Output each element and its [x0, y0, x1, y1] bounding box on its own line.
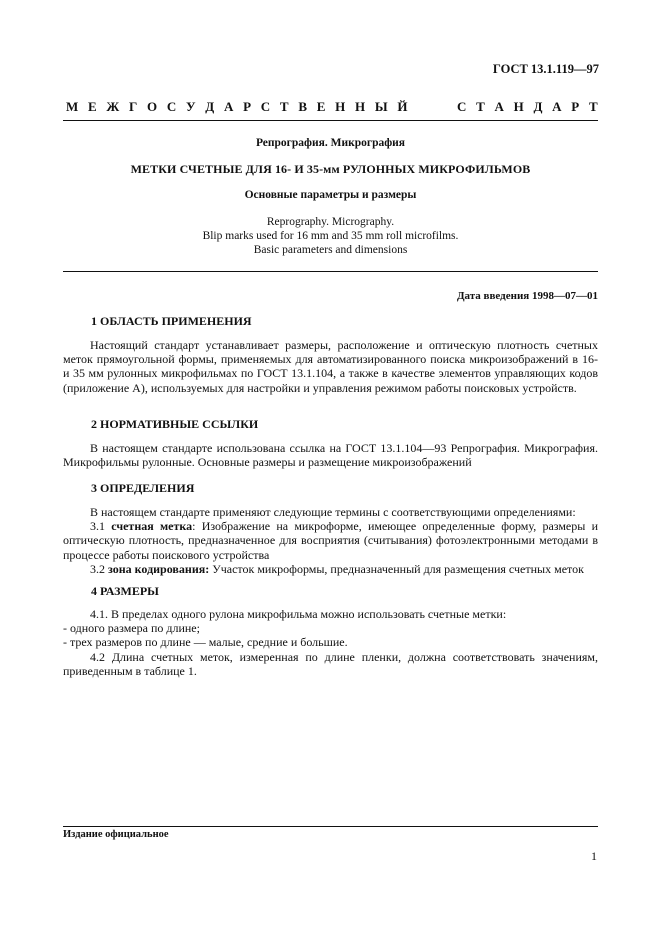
banner-letter: Ы [374, 99, 388, 114]
list-item: - трех размеров по длине — малые, средние и большие. [63, 635, 348, 650]
definition-text: Участок микроформы, предназначенный для размещения счетных меток [209, 561, 584, 576]
banner-letter: Н [335, 99, 346, 114]
definition-term: счетная метка [111, 519, 193, 534]
definition-number: 3.1 [90, 519, 105, 534]
banner-letter: Р [571, 99, 580, 114]
banner-letter: Т [588, 99, 598, 114]
banner-letter: Н [355, 99, 366, 114]
banner-letter: Й [397, 99, 408, 114]
paragraph: В настоящем стандарте использована ссылка на ГОСТ 13.1.104—93 Репрография. Микрография. Микрофильмы рулонные. Основные размеры и размещение микроизображений [63, 441, 598, 470]
definition-3-2 [63, 562, 598, 576]
banner-letter: О [147, 99, 158, 114]
banner-letter: У [186, 99, 196, 114]
introduction-date: Дата введения 1998—07—01 [456, 290, 598, 302]
banner-letter: Г [129, 99, 138, 114]
definition-text: : Изображение на микроформе, имеющее определенные форму, размеры и оптическую плотность, предназначенное для восприятия (считывания) фотоэлектронными методами в процессе работы поискового устройства [63, 519, 598, 562]
banner-letter: Т [279, 99, 289, 114]
document-title: МЕТКИ СЧЕТНЫЕ ДЛЯ 16- И 35-мм РУЛОННЫХ МИКРОФИЛЬМОВ [130, 162, 531, 176]
page-number: 1 [591, 849, 597, 863]
section-text-scope [63, 338, 598, 395]
header-rule [63, 120, 598, 121]
section-text-dimensions [63, 607, 598, 678]
official-edition-label: Издание официальное [63, 829, 169, 840]
english-title-line: Blip marks used for 16 mm and 35 mm roll microfilms. [202, 230, 459, 242]
section-text-references [63, 441, 598, 469]
paragraph: 4.2 Длина счетных меток, измеренная по длине пленки, должна соответствовать значениям, приведенным в таблице 1. [63, 649, 598, 678]
banner-letter: С [456, 99, 467, 114]
banner-letter: Е [88, 99, 97, 114]
section-heading-dimensions: 4 РАЗМЕРЫ [91, 584, 159, 598]
section-heading-scope: 1 ОБЛАСТЬ ПРИМЕНЕНИЯ [91, 314, 252, 328]
paragraph: 4.1. В пределах одного рулона микрофильма можно использовать счетные метки: [90, 607, 507, 621]
banner-letter: М [66, 99, 79, 114]
banner-letter: А [223, 99, 234, 114]
section-heading-definitions: 3 ОПРЕДЕЛЕНИЯ [91, 481, 195, 495]
english-title-line: Reprography. Micrography. [266, 216, 395, 228]
title-rule [63, 271, 598, 272]
interstate-standard-banner [66, 99, 598, 115]
paragraph: В настоящем стандарте применяют следующие термины с соответствующими определениями: [90, 505, 576, 519]
banner-letter: Е [316, 99, 326, 114]
section-text-definitions [63, 505, 598, 576]
banner-letter: С [260, 99, 271, 114]
english-title-line: Basic parameters and dimensions [253, 244, 408, 256]
banner-letter: С [166, 99, 177, 114]
definition-3-1 [63, 519, 598, 562]
banner-letter: Д [205, 99, 215, 114]
banner-letter: Т [476, 99, 485, 114]
footer-rule [63, 826, 598, 827]
english-title [63, 215, 598, 257]
banner-letter: Ж [106, 99, 120, 114]
document-subtitle: Основные параметры и размеры [244, 189, 417, 201]
paragraph: Настоящий стандарт устанавливает размеры, расположение и оптическую плотность счетных меток прямоугольной формы, применяемых для автоматизированного поиска микроизображений в 16- и 35 мм рулонных микрофильмах по ГОСТ 13.1.104, а также в качестве элементов управляющих кодов (приложение А), используемых для настройки и управления режимом работы поисковых устройств. [63, 338, 598, 395]
banner-word-gap [417, 99, 447, 115]
banner-letter: Н [513, 99, 524, 114]
document-code: ГОСТ 13.1.119—97 [492, 62, 599, 76]
section-heading-references: 2 НОРМАТИВНЫЕ ССЫЛКИ [91, 417, 259, 431]
definition-term: зона кодирования: [108, 561, 210, 576]
banner-letter: В [298, 99, 307, 114]
standard-group: Репрография. Микрография [255, 137, 406, 149]
banner-letter: А [494, 99, 504, 114]
definition-number: 3.2 [90, 561, 105, 576]
list-item: - одного размера по длине; [63, 621, 200, 636]
banner-letter: А [552, 99, 562, 114]
banner-letter: Р [243, 99, 252, 114]
banner-letter: Д [533, 99, 543, 114]
